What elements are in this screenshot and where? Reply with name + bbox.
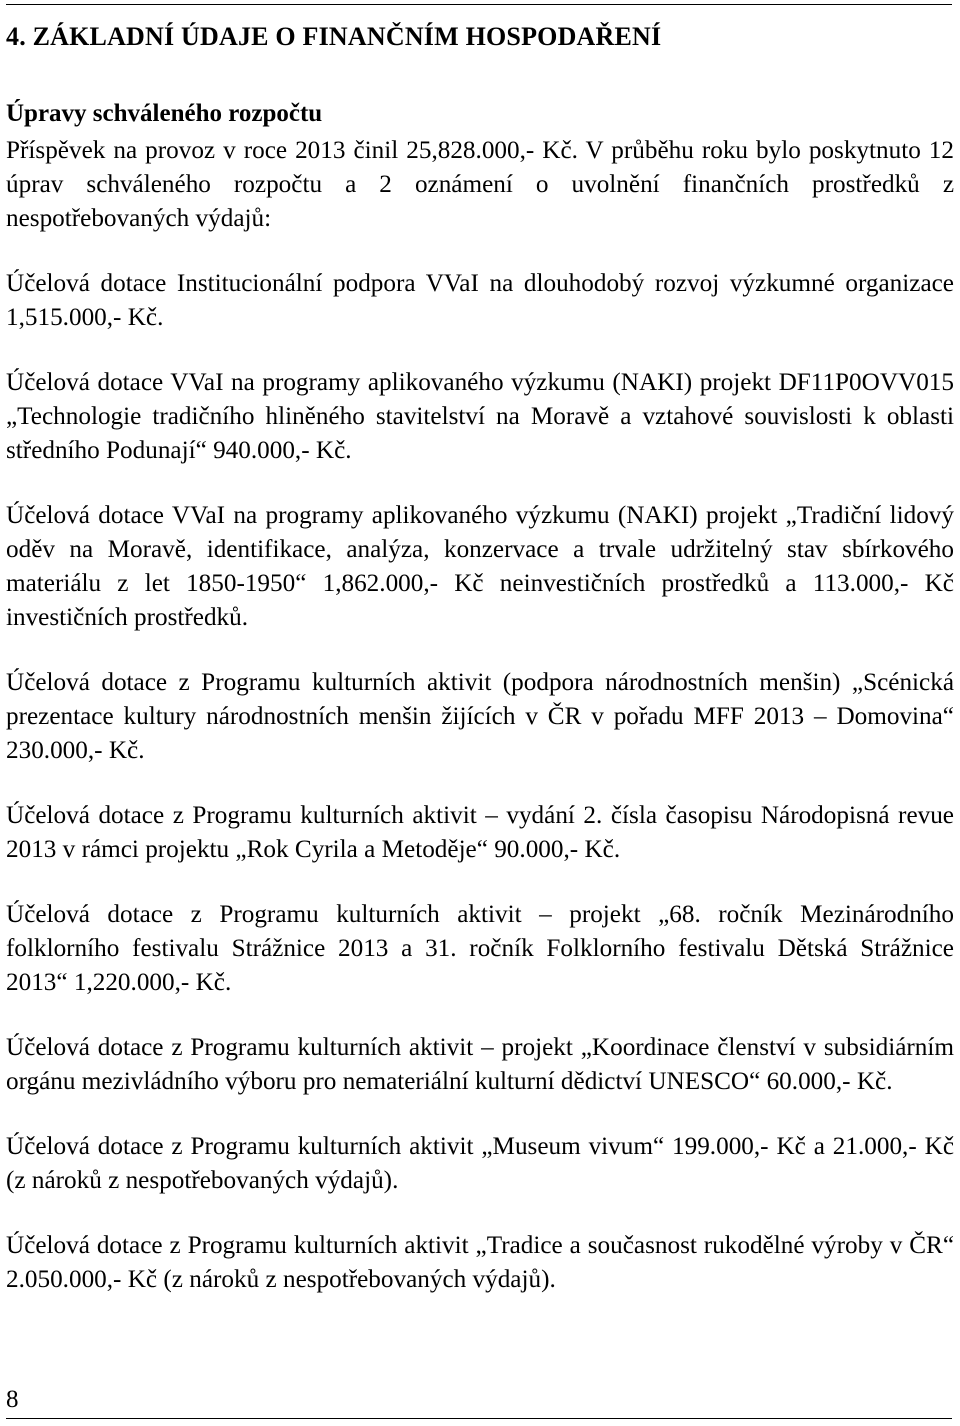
section-heading: 4. ZÁKLADNÍ ÚDAJE O FINANČNÍM HOSPODAŘENÍ (6, 22, 662, 51)
paragraph-tradice-a-soucasnost: Účelová dotace z Programu kulturních aktivit „Tradice a současnost rukodělné výroby v ČR“ 2.050.000,- Kč (z nároků z nespotřebovaných výdajů). (6, 1232, 954, 1293)
paragraph-provoz: Příspěvek na provoz v roce 2013 činil 25,828.000,- Kč. V průběhu roku bylo poskytnuto 12 úprav schváleného rozpočtu a 2 oznámení o uvolnění finančních prostředků z nespotřebovaných výdajů: (6, 137, 954, 232)
bottom-rule (6, 1418, 952, 1419)
page-number: 8 (6, 1386, 19, 1413)
paragraph-museum-vivum: Účelová dotace z Programu kulturních aktivit „Museum vivum“ 199.000,- Kč a 21.000,- Kč (z nároků z nespotřebovaných výdajů). (6, 1133, 954, 1194)
paragraph-narodopisna-revue: Účelová dotace z Programu kulturních aktivit – vydání 2. čísla časopisu Národopisná revue 2013 v rámci projektu „Rok Cyrila a Metoděje“ 90.000,- Kč. (6, 802, 954, 863)
paragraph-naki-hlinene-stavitelstvi: Účelová dotace VVaI na programy aplikovaného výzkumu (NAKI) projekt DF11P0OVV015 „Technologie tradičního hliněného stavitelství na Moravě a vztahové souvislosti k oblasti středního Podunají“ 940.000,- Kč. (6, 369, 954, 464)
paragraph-mff-straznice: Účelová dotace z Programu kulturních aktivit – projekt „68. ročník Mezinárodního folklorního festivalu Strážnice 2013 a 31. ročník Folklorního festivalu Dětská Strážnice 2013“ 1,220.000,- Kč. (6, 901, 954, 996)
body-text (6, 134, 954, 1297)
top-rule (6, 4, 952, 5)
paragraph-unesco: Účelová dotace z Programu kulturních aktivit – projekt „Koordinace členství v subsidiárním orgánu mezivládního výboru pro nemateriální kulturní dědictví UNESCO“ 60.000,- Kč. (6, 1034, 954, 1095)
subsection-heading: Úpravy schváleného rozpočtu (6, 100, 323, 127)
paragraph-institucionalni-podpora: Účelová dotace Institucionální podpora VVaI na dlouhodobý rozvoj výzkumné organizace 1,515.000,- Kč. (6, 270, 954, 331)
paragraph-domovina: Účelová dotace z Programu kulturních aktivit (podpora národnostních menšin) „Scénická prezentace kultury národnostních menšin žijících v ČR v pořadu MFF 2013 – Domovina“ 230.000,- Kč. (6, 669, 954, 764)
paragraph-naki-lidovy-odev: Účelová dotace VVaI na programy aplikovaného výzkumu (NAKI) projekt „Tradiční lidový oděv na Moravě, identifikace, analýza, konzervace a trvale udržitelný stav sbírkového materiálu z let 1850-1950“ 1,862.000,- Kč neinvestičních prostředků a 113.000,- Kč investičních prostředků. (6, 502, 954, 631)
document-page (6, 0, 956, 1426)
